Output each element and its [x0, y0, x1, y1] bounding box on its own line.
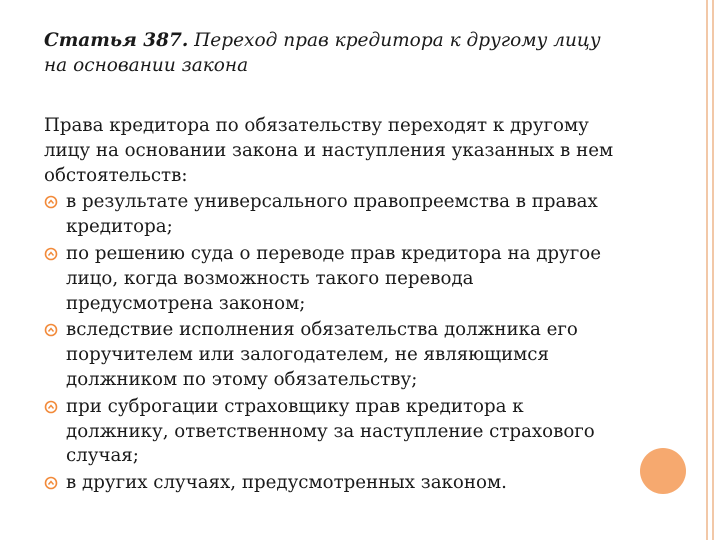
frame-line-outer [706, 0, 708, 540]
bullet-icon [44, 323, 58, 337]
list-item [44, 242, 624, 316]
bullet-icon [44, 247, 58, 261]
intro-paragraph: Права кредитора по обязательству переходят к другому лицу на основании закона и наступления указанных в нем обстоятельств: [44, 115, 614, 186]
list-item [44, 471, 624, 496]
decorative-orange-circle [640, 448, 686, 494]
list-item-text: при суброгации страховщику прав кредитора к должнику, ответственному за наступление страхового случая; [66, 395, 595, 467]
list-item [44, 318, 624, 392]
bullet-icon [44, 400, 58, 414]
list-item-text: по решению суда о переводе прав кредитора на другое лицо, когда возможность такого перевода предусмотрена законом; [66, 242, 601, 314]
slide-title [44, 28, 604, 78]
bullet-icon [44, 195, 58, 209]
article-number: Статья 387. [44, 30, 189, 51]
slide-body [44, 114, 624, 498]
frame-line-inner [712, 0, 714, 540]
list-item-text: в результате универсального правопреемства в правах кредитора; [66, 191, 598, 238]
bullet-icon [44, 476, 58, 490]
list-item-text: вследствие исполнения обязательства должника его поручителем или залогодателем, не являющимся должником по этому обязательству; [66, 319, 578, 390]
list-item-text: в других случаях, предусмотренных законом. [66, 472, 507, 494]
list-item [44, 190, 624, 240]
article-heading: Переход прав кредитора к другому лицу на основании закона [44, 30, 601, 76]
list-item [44, 395, 624, 469]
bullet-list [44, 190, 624, 496]
